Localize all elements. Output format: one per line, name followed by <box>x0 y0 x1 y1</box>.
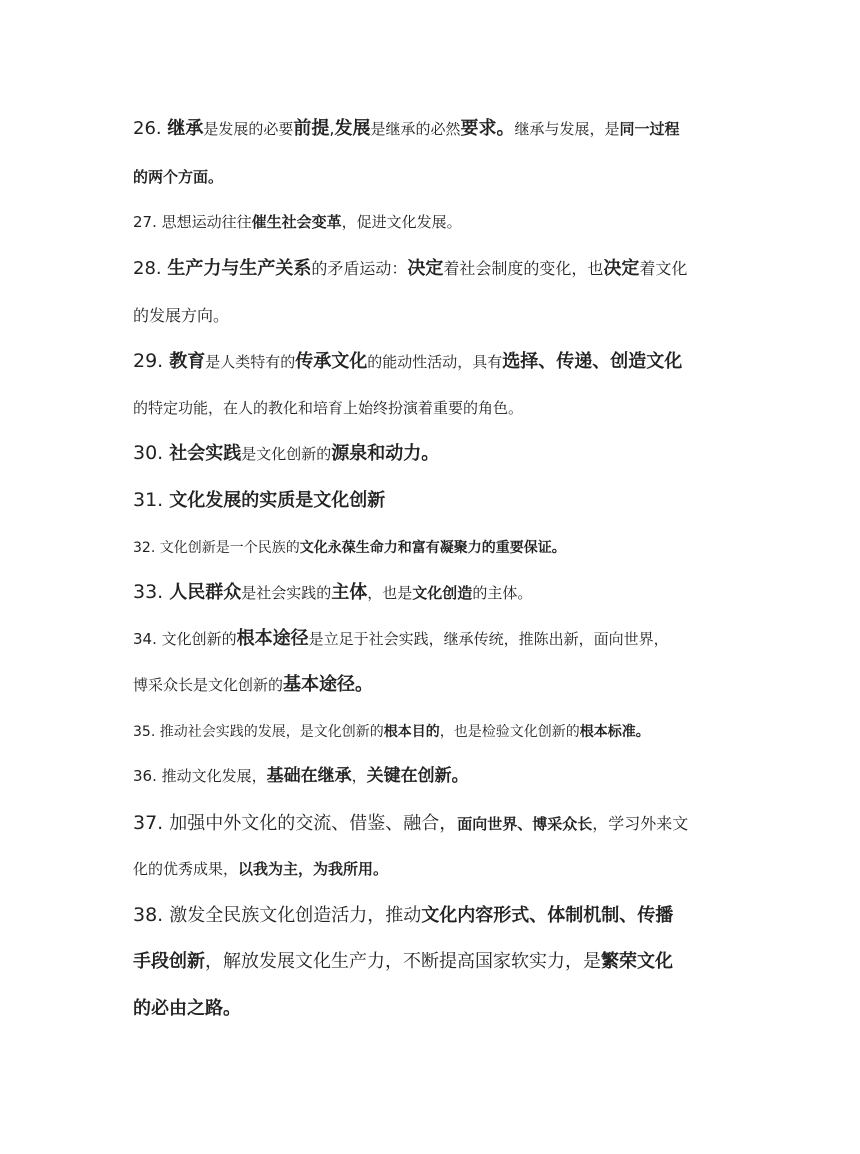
bold-text: 前提 <box>293 118 330 139</box>
bold-text: 关键在创新。 <box>366 766 469 786</box>
bold-text: 文化永葆生命力和富有凝聚力的重要保证。 <box>299 540 566 556</box>
text: 是人类特有的 <box>205 353 296 371</box>
text: ，学习外来文 <box>592 814 689 833</box>
bold-text: 基本途径。 <box>283 674 374 695</box>
text: 的发展方向。 <box>133 306 230 325</box>
bold-text: 选择、传递、创造文化 <box>502 351 683 372</box>
text: ，促进文化发展。 <box>341 213 462 231</box>
bold-text: 的两个方面。 <box>133 168 224 186</box>
bold-text: 基础在继承 <box>266 766 352 786</box>
item-36 <box>133 766 733 786</box>
item-28-line-2 <box>133 306 733 325</box>
item-33 <box>133 581 733 604</box>
bold-text: 文化内容形式、体制机制、传播 <box>421 905 674 926</box>
text: 的特定功能，在人的教化和培育上始终扮演着重要的角色。 <box>133 399 524 417</box>
bold-text: 根本途径 <box>236 628 309 649</box>
text: 激发全民族文化创造活力，推动 <box>169 905 422 926</box>
item-26-line-1 <box>133 118 733 140</box>
item-38-line-1 <box>133 904 733 927</box>
text: 是社会实践的 <box>241 584 332 602</box>
text: ， <box>351 767 367 785</box>
bold-text: 主体 <box>331 582 368 603</box>
bold-text: 文化创造 <box>412 584 473 602</box>
text: ，也是检验文化创新的 <box>439 724 580 740</box>
item-35 <box>133 721 733 741</box>
item-38-line-2 <box>133 951 733 973</box>
item-34-line-1 <box>133 628 733 650</box>
item-32 <box>133 537 733 557</box>
item-27 <box>133 212 733 231</box>
bold-text: 继承 <box>167 118 204 139</box>
bold-text: 根本目的 <box>383 724 440 740</box>
bold-text: 以我为主，为我所用。 <box>238 860 389 878</box>
item-number: 34. <box>133 630 162 648</box>
bold-text: 繁荣文化 <box>601 951 673 972</box>
item-number: 32. <box>133 540 160 556</box>
text: 的主体。 <box>472 584 533 602</box>
item-29-line-2 <box>133 398 733 417</box>
item-number: 28. <box>133 258 168 279</box>
bold-text: 面向世界、博采众长 <box>457 815 593 833</box>
text: 加强中外文化的交流、借鉴、融合， <box>169 813 458 834</box>
item-number: 26. <box>133 118 168 139</box>
item-26-line-2 <box>133 167 733 186</box>
text: 是文化创新的 <box>241 445 332 463</box>
item-37-line-1 <box>133 812 733 835</box>
bold-text: 决定 <box>407 258 444 279</box>
text: 着文化 <box>639 259 688 278</box>
item-37-line-2 <box>133 859 733 878</box>
text: 的能动性活动，具有 <box>367 353 503 371</box>
item-38-line-3 <box>133 998 733 1020</box>
item-30 <box>133 442 733 465</box>
text: 推动文化发展， <box>161 767 267 785</box>
item-number: 36. <box>133 767 162 785</box>
bold-text: 根本标准。 <box>579 724 650 740</box>
item-number: 27. <box>133 213 162 231</box>
bold-text: 人民群众 <box>169 582 242 603</box>
item-28-line-1 <box>133 258 733 280</box>
text: , <box>329 119 335 138</box>
text: ，解放发展文化生产力，不断提高国家软实力，是 <box>205 951 601 972</box>
item-number: 37. <box>133 812 170 834</box>
text: ，也是 <box>367 584 413 602</box>
bold-text: 催生社会变革 <box>251 213 342 231</box>
item-number: 38. <box>133 904 170 926</box>
item-29-line-1 <box>133 350 733 373</box>
item-number: 33. <box>133 581 170 603</box>
text: 思想运动往往 <box>161 213 252 231</box>
item-number: 29. <box>133 350 170 372</box>
text: 是继承的必然 <box>370 120 461 138</box>
text: 继承与发展，是 <box>514 120 620 138</box>
bold-text: 传承文化 <box>295 351 368 372</box>
text: 是发展的必要 <box>203 120 294 138</box>
text: 着社会制度的变化，也 <box>443 259 604 278</box>
item-34-line-2 <box>133 674 733 696</box>
bold-text: 决定 <box>603 258 640 279</box>
item-31 <box>133 489 733 512</box>
bold-text: 文化发展的实质是文化创新 <box>169 490 386 511</box>
item-number: 35. <box>133 724 160 740</box>
item-number: 31. <box>133 489 170 511</box>
text: 文化创新的 <box>161 630 237 648</box>
bold-text: 生产力与生产关系 <box>167 258 312 279</box>
bold-text: 社会实践 <box>169 443 242 464</box>
text: 博采众长是文化创新的 <box>133 676 284 694</box>
text: 的矛盾运动： <box>311 259 408 278</box>
bold-text: 的必由之路。 <box>133 998 241 1019</box>
text: 是立足于社会实践，继承传统，推陈出新，面向世界， <box>308 630 669 648</box>
bold-text: 源泉和动力。 <box>331 443 440 464</box>
text: 推动社会实践的发展，是文化创新的 <box>159 724 384 740</box>
item-number: 30. <box>133 442 170 464</box>
bold-text: 同一过程 <box>619 120 680 138</box>
text: 化的优秀成果， <box>133 860 239 878</box>
bold-text: 发展 <box>334 118 371 139</box>
bold-text: 教育 <box>169 351 206 372</box>
bold-text: 要求。 <box>460 118 515 139</box>
bold-text: 手段创新 <box>133 951 205 972</box>
text: 文化创新是一个民族的 <box>159 540 300 556</box>
